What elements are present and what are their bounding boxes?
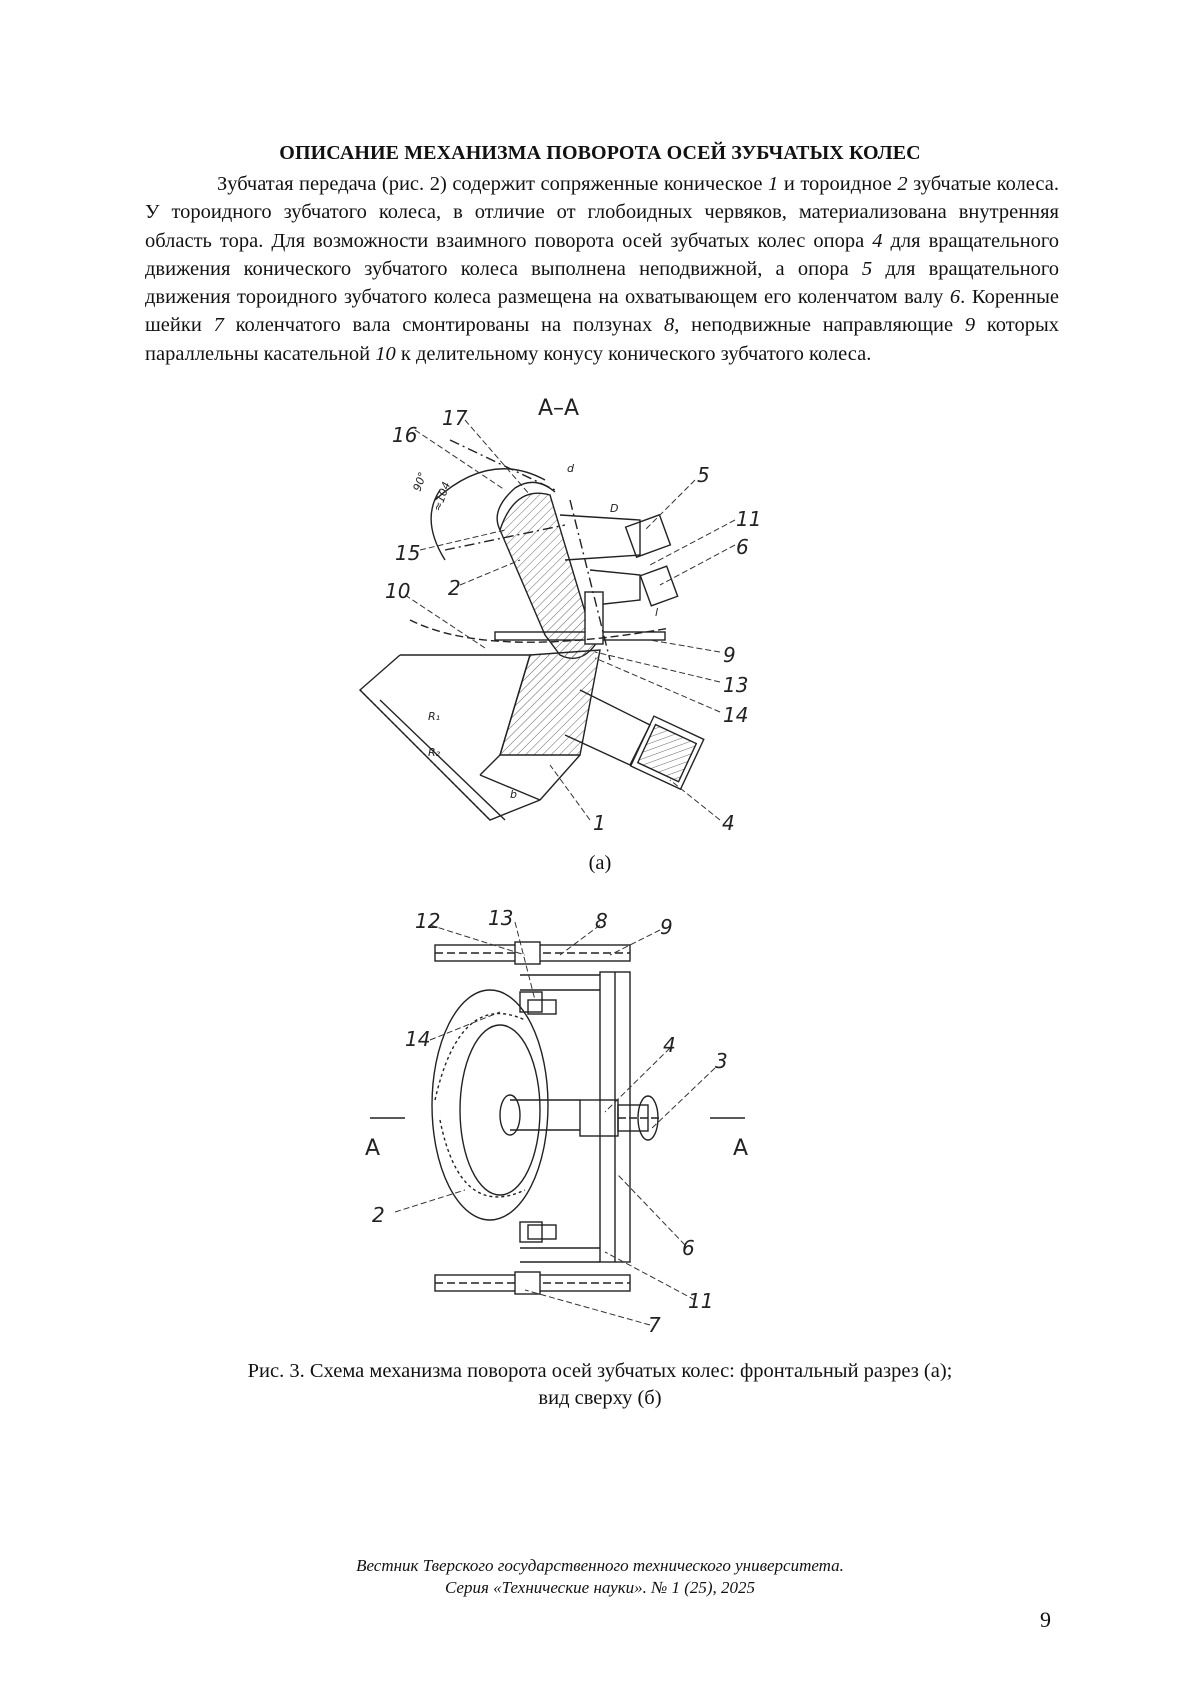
label-11b: 11 bbox=[688, 1289, 714, 1313]
dim-angle-104: ≈104 bbox=[430, 480, 454, 514]
label-1: 1 bbox=[593, 811, 606, 835]
part-reference-number: 8 bbox=[664, 314, 675, 337]
footer-line1: Вестник Тверского государственного технического университета. bbox=[356, 1556, 844, 1575]
body-paragraph bbox=[145, 170, 1059, 368]
label-14: 14 bbox=[723, 703, 749, 727]
toroidal-wheel-top bbox=[432, 990, 548, 1220]
paragraph-run: зубчатые колеса. У тороидного зубчатого колеса, в отличие от глобоидных червяков, материализована внутренняя область тора. Для возможности взаимного поворота осей зубчатых колес опора bbox=[145, 173, 1059, 252]
paragraph-run: . Коренные шейки bbox=[145, 286, 1059, 337]
section-title: ОПИСАНИЕ МЕХАНИЗМА ПОВОРОТА ОСЕЙ ЗУБЧАТЫХ КОЛЕС bbox=[279, 142, 921, 164]
figure-caption-line2: вид сверху (б) bbox=[538, 1387, 662, 1409]
label-17: 17 bbox=[442, 406, 468, 430]
part-reference-number: 10 bbox=[375, 342, 396, 365]
support-5 bbox=[626, 515, 671, 557]
paragraph-run: для вращательного движения тороидного зубчатого колеса размещена на охватывающем его коленчатом валу bbox=[145, 257, 1059, 309]
label-10: 10 bbox=[385, 579, 411, 603]
figure-a-caption: (а) bbox=[588, 852, 612, 874]
dim-r1: R₁ bbox=[428, 710, 441, 723]
dim-l: l bbox=[655, 606, 659, 619]
dim-d: d bbox=[567, 462, 574, 475]
label-4: 4 bbox=[722, 811, 735, 835]
label-9: 9 bbox=[723, 643, 736, 667]
dim-r2: R₂ bbox=[428, 746, 441, 759]
page-number: 9 bbox=[1040, 1607, 1051, 1632]
label-2: 2 bbox=[448, 576, 461, 600]
paragraph-run: и тороидное bbox=[778, 173, 898, 195]
label-6b: 6 bbox=[682, 1236, 695, 1260]
section-marker-left: А bbox=[365, 1136, 381, 1161]
part-reference-number: 5 bbox=[861, 257, 873, 280]
label-13b: 13 bbox=[488, 906, 514, 930]
label-6: 6 bbox=[736, 535, 749, 559]
figure-a-section-drawing bbox=[340, 380, 810, 850]
footer-line2: Серия «Технические науки». № 1 (25), 2025 bbox=[444, 1578, 756, 1597]
dim-D: D bbox=[610, 502, 619, 515]
figure-b-top-view-drawing bbox=[350, 900, 810, 1340]
part-reference-number: 6 bbox=[949, 286, 961, 309]
section-label-a-a: А–А bbox=[538, 396, 580, 421]
paragraph-run: которых параллельны касательной bbox=[145, 314, 1059, 365]
label-11: 11 bbox=[736, 507, 762, 531]
label-9b: 9 bbox=[660, 915, 673, 939]
label-8: 8 bbox=[595, 909, 608, 933]
cone-wheel-body bbox=[500, 650, 600, 755]
paragraph-run: к делительному конусу конического зубчатого колеса. bbox=[395, 342, 872, 365]
paragraph-run: для вращательного движения конического зубчатого колеса выполнена неподвижной, а опора bbox=[145, 229, 1060, 280]
part-reference-number: 9 bbox=[964, 314, 976, 337]
label-5: 5 bbox=[697, 463, 710, 487]
label-13: 13 bbox=[723, 673, 749, 697]
label-2b: 2 bbox=[372, 1203, 385, 1227]
label-4b: 4 bbox=[663, 1033, 676, 1057]
paragraph-run: Зубчатая передача (рис. 2) содержит сопряженные коническое bbox=[217, 173, 769, 195]
section-marker-right: А bbox=[733, 1136, 749, 1161]
part-reference-number: 4 bbox=[872, 229, 883, 252]
label-14b: 14 bbox=[405, 1027, 431, 1051]
paragraph-run: коленчатого вала смонтированы на ползунах bbox=[223, 314, 665, 337]
toroidal-wheel-body bbox=[500, 493, 595, 658]
label-12: 12 bbox=[415, 909, 441, 933]
label-15: 15 bbox=[395, 541, 421, 565]
label-16: 16 bbox=[392, 423, 418, 447]
journal-footer bbox=[0, 1555, 1200, 1599]
figure-caption-line1: Рис. 3. Схема механизма поворота осей зубчатых колес: фронтальный разрез (а); bbox=[247, 1360, 953, 1382]
dim-angle-90: 90° bbox=[410, 470, 430, 494]
part-reference-number: 1 bbox=[768, 173, 779, 195]
label-7: 7 bbox=[648, 1313, 661, 1337]
part-reference-number: 7 bbox=[213, 314, 224, 337]
part-reference-number: 2 bbox=[897, 173, 908, 195]
label-3: 3 bbox=[715, 1049, 728, 1073]
dim-b: b bbox=[510, 788, 517, 801]
paragraph-run: , неподвижные направляющие bbox=[674, 314, 965, 337]
paragraph-text bbox=[145, 170, 1059, 368]
